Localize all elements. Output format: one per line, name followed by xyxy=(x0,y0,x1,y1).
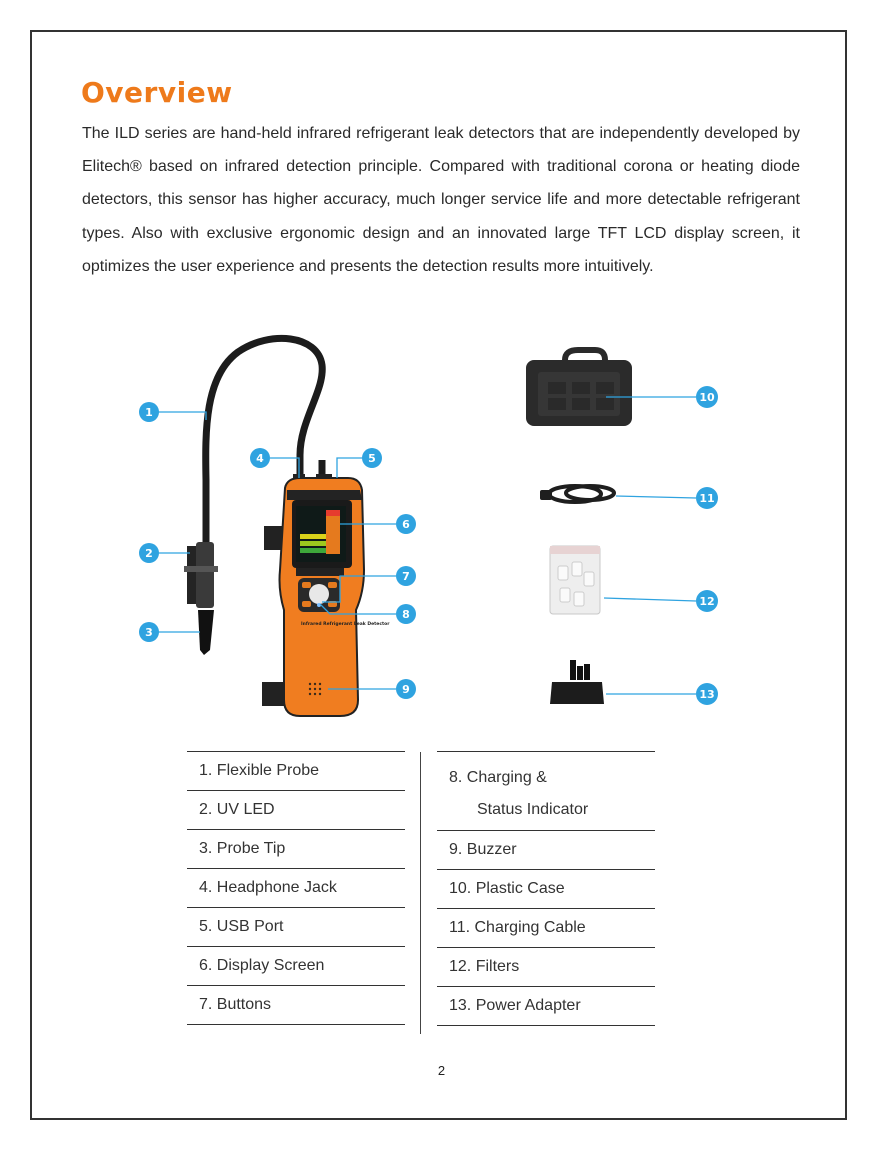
parts-list-right xyxy=(437,751,655,1026)
part-item: 1. Flexible Probe xyxy=(187,751,405,790)
leader-lines xyxy=(158,397,696,694)
overview-paragraph: The ILD series are hand-held infrared refrigerant leak detectors that are independently developed by Elitech® based on infrared detection principle. Compared with traditional corona or heating diode detectors, this sensor has higher accuracy, much longer service life and more detectable refrigerant types. Also with exclusive ergonomic design and an innovated large TFT LCD display screen, it optimizes the user experience and presents the detection results more intuitively. xyxy=(82,125,800,275)
callout-5 xyxy=(362,448,382,468)
part-item: 10. Plastic Case xyxy=(437,869,655,908)
part-item: 7. Buttons xyxy=(187,985,405,1024)
svg-text:11: 11 xyxy=(699,492,715,505)
callout-12 xyxy=(696,590,718,612)
svg-text:7: 7 xyxy=(402,570,410,583)
callout-4 xyxy=(250,448,270,468)
svg-text:2: 2 xyxy=(145,547,153,560)
charging-cable-image xyxy=(540,486,614,502)
plastic-case-image xyxy=(526,350,632,426)
page-number: 2 xyxy=(437,1063,446,1078)
part-item-line: Status Indicator xyxy=(477,801,589,818)
column-divider xyxy=(420,752,421,1034)
callout-6 xyxy=(396,514,416,534)
callout-10 xyxy=(696,386,718,408)
svg-text:12: 12 xyxy=(699,595,715,608)
filters-image xyxy=(550,546,600,614)
callout-11 xyxy=(696,487,718,509)
power-adapter-image xyxy=(550,660,604,704)
part-item: 11. Charging Cable xyxy=(437,908,655,947)
part-item: 12. Filters xyxy=(437,947,655,986)
parts-list-left xyxy=(187,751,405,1025)
detector-body xyxy=(280,478,391,716)
part-item: 5. USB Port xyxy=(187,907,405,946)
part-item xyxy=(437,751,655,830)
callout-1 xyxy=(139,402,159,422)
device-label: Infrared Refrigerant Leak Detector xyxy=(301,622,390,627)
svg-text:5: 5 xyxy=(368,452,376,465)
svg-text:13: 13 xyxy=(699,688,715,701)
part-item: 3. Probe Tip xyxy=(187,829,405,868)
part-item-line: 8. Charging & xyxy=(449,769,547,786)
overview-heading: Overview xyxy=(81,76,233,109)
svg-text:8: 8 xyxy=(402,608,410,621)
callout-7 xyxy=(396,566,416,586)
callout-9 xyxy=(396,679,416,699)
svg-text:1: 1 xyxy=(145,406,153,419)
svg-text:6: 6 xyxy=(402,518,410,531)
probe-tip xyxy=(198,610,214,655)
part-item: 2. UV LED xyxy=(187,790,405,829)
uv-led xyxy=(184,542,218,608)
part-item: 9. Buzzer xyxy=(437,830,655,869)
callout-13 xyxy=(696,683,718,705)
callout-2 xyxy=(139,543,159,563)
part-item: 6. Display Screen xyxy=(187,946,405,985)
buzzer-grille xyxy=(309,683,321,695)
svg-text:4: 4 xyxy=(256,452,264,465)
svg-text:9: 9 xyxy=(402,683,410,696)
callout-3 xyxy=(139,622,159,642)
part-item: 13. Power Adapter xyxy=(437,986,655,1025)
svg-text:10: 10 xyxy=(699,391,715,404)
part-item: 4. Headphone Jack xyxy=(187,868,405,907)
callout-8 xyxy=(396,604,416,624)
svg-text:3: 3 xyxy=(145,626,153,639)
